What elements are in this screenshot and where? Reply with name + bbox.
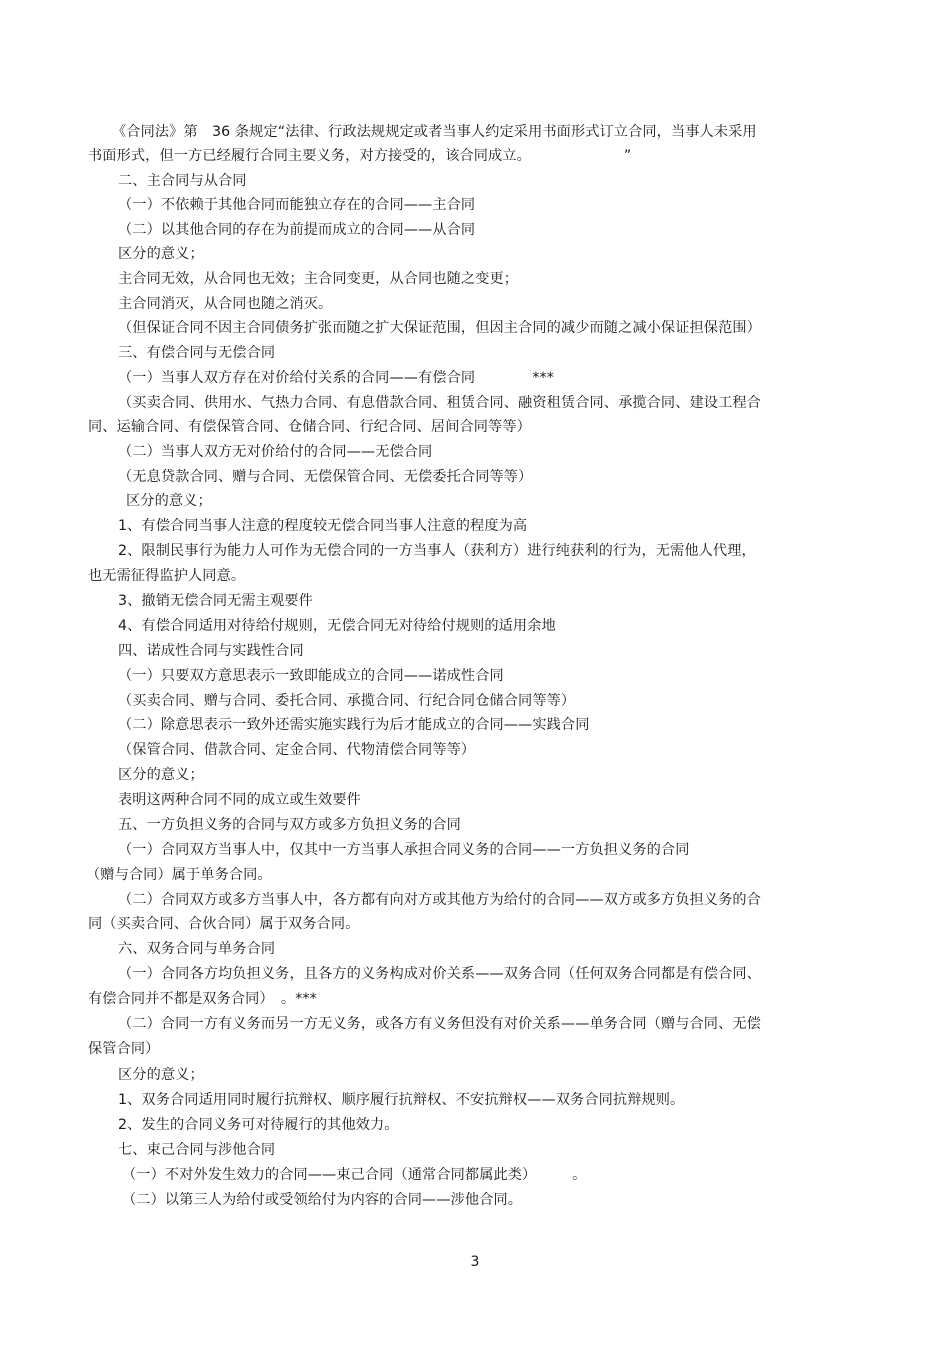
text-line: 主合同无效，从合同也无效；主合同变更，从合同也随之变更； — [118, 271, 519, 287]
text-line: 区分的意义； — [118, 246, 204, 262]
text-line: 也无需征得监护人同意。 — [88, 568, 246, 584]
text-line: 区分的意义； — [118, 767, 204, 783]
section-heading: 四、诺成性合同与实践性合同 — [118, 643, 304, 659]
text-line: 2、限制民事行为能力人可作为无偿合同的一方当事人（获利方）进行纯获利的行为，无需他人代理， — [118, 543, 756, 559]
text-line: （买卖合同、赠与合同、委托合同、承揽合同、行纪合同仓储合同等等） — [118, 693, 576, 709]
text-line: 区分的意义； — [126, 493, 212, 509]
text-line: （二）合同双方或多方当事人中，各方都有向对方或其他方为给付的合同——双方或多方负担义务的合 — [118, 892, 761, 908]
text-line: 保管合同） — [88, 1041, 160, 1057]
text-line: （保管合同、借款合同、定金合同、代物清偿合同等等） — [118, 742, 476, 758]
text-line: （买卖合同、供用水、气热力合同、有息借款合同、租赁合同、融资租赁合同、承揽合同、建设工程合 — [118, 395, 761, 411]
text-line: 书面形式，但一方已经履行合同主要义务，对方接受的，该合同成立。 ” — [88, 148, 632, 164]
text-line: （一）合同双方当事人中，仅其中一方当事人承担合同义务的合同——一方负担义务的合同 — [118, 842, 690, 858]
text-line: （二）除意思表示一致外还需实施实践行为后才能成立的合同——实践合同 — [118, 717, 590, 733]
text-line: 区分的意义； — [118, 1067, 204, 1083]
text-line: （赠与合同）属于单务合同。 — [86, 867, 272, 883]
page-number: 3 — [470, 1254, 480, 1270]
text-line: 4、有偿合同适用对待给付规则，无偿合同无对待给付规则的适用余地 — [118, 618, 556, 634]
section-heading: 五、一方负担义务的合同与双方或多方负担义务的合同 — [118, 817, 461, 833]
text-line: （二）当事人双方无对价给付的合同——无偿合同 — [118, 444, 433, 460]
text-line: （二）合同一方有义务而另一方无义务，或各方有义务但没有对价关系——单务合同（赠与合同、无偿 — [118, 1016, 761, 1032]
section-heading: 七、束己合同与涉他合同 — [118, 1142, 276, 1158]
text-line: 同（买卖合同、合伙合同）属于双务合同。 — [88, 916, 360, 932]
text-line: 主合同消灭，从合同也随之消灭。 — [118, 296, 333, 312]
text-line: （一）当事人双方存在对价给付关系的合同——有偿合同 *** — [118, 370, 554, 386]
section-heading: 三、有偿合同与无偿合同 — [118, 345, 276, 361]
text-line: 《合同法》第 36 条规定“法律、行政法规规定或者当事人约定采用书面形式订立合同，当事人未采用 — [112, 124, 757, 140]
text-line: （二）以第三人为给付或受领给付为内容的合同——涉他合同。 — [122, 1192, 523, 1208]
text-line: （一）不依赖于其他合同而能独立存在的合同——主合同 — [118, 197, 476, 213]
text-line: 表明这两种合同不同的成立或生效要件 — [118, 792, 361, 808]
text-line: （但保证合同不因主合同债务扩张而随之扩大保证范围，但因主合同的减少而随之减小保证担保范围） — [118, 320, 761, 336]
text-line: 同、运输合同、有偿保管合同、仓储合同、行纪合同、居间合同等等） — [88, 419, 531, 435]
text-line: （一）合同各方均负担义务，且各方的义务构成对价关系——双务合同（任何双务合同都是有偿合同、 — [118, 966, 761, 982]
text-line: （二）以其他合同的存在为前提而成立的合同——从合同 — [118, 222, 476, 238]
text-line: （一）只要双方意思表示一致即能成立的合同——诺成性合同 — [118, 668, 504, 684]
text-line: 1、有偿合同当事人注意的程度较无偿合同当事人注意的程度为高 — [118, 518, 528, 534]
section-heading: 六、双务合同与单务合同 — [118, 941, 276, 957]
text-line: 1、双务合同适用同时履行抗辩权、顺序履行抗辩权、不安抗辩权——双务合同抗辩规则。 — [118, 1092, 685, 1108]
text-line: 2、发生的合同义务可对待履行的其他效力。 — [118, 1117, 399, 1133]
text-line: （一）不对外发生效力的合同——束己合同（通常合同都属此类） 。 — [122, 1167, 587, 1183]
section-heading: 二、主合同与从合同 — [118, 173, 247, 189]
text-line: （无息贷款合同、赠与合同、无偿保管合同、无偿委托合同等等） — [118, 469, 533, 485]
text-line: 有偿合同并不都是双务合同） 。*** — [88, 991, 317, 1007]
text-line: 3、撤销无偿合同无需主观要件 — [118, 593, 313, 609]
